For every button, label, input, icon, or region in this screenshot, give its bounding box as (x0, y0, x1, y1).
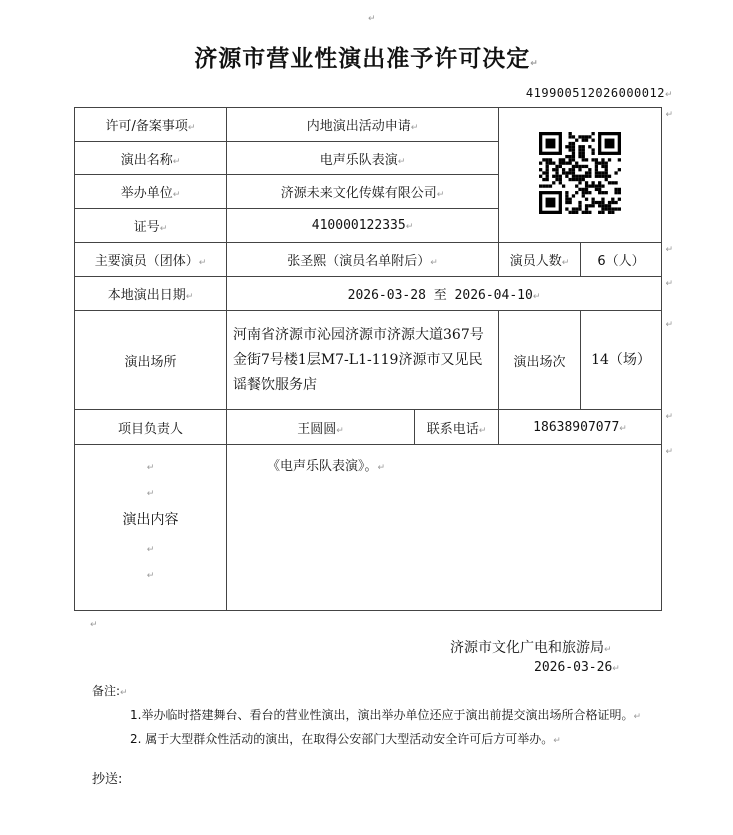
remarks-label: 备注:↵ (92, 684, 128, 698)
license-item-value: 内地演出活动申请↵ (227, 108, 499, 142)
performer-count-label: 演员人数↵ (499, 243, 581, 277)
organizer-label: 举办单位↵ (75, 175, 227, 209)
manager-value: 王圆圆↵ (227, 410, 415, 445)
document-title: 济源市营业性演出准予许可决定↵ (194, 46, 539, 72)
cc-label: 抄送: (92, 772, 123, 787)
qr-code-cell: ↵ (499, 108, 662, 243)
remarks-item-2: 2. 属于大型群众性活动的演出，在取得公安部门大型活动安全许可后方可举办。↵ (130, 732, 561, 746)
cert-no-label: 证号↵ (75, 209, 227, 243)
document-number: 419900512026000012↵ (525, 86, 673, 100)
dates-value: 2026-03-28 至 2026-04-10↵ ↵ (227, 277, 662, 311)
remarks-item-1: 1.举办临时搭建舞台、看台的营业性演出，演出举办单位还应于演出前提交演出场所合格证明。↵ (130, 708, 641, 722)
issue-date: 2026-03-26↵ (534, 660, 620, 675)
sessions-value: 14（场） ↵ (581, 311, 662, 410)
performers-label: 主要演员（团体）↵ (75, 243, 227, 277)
phone-label: 联系电话↵ (415, 410, 499, 445)
cert-no-value: 410000122335↵ (227, 209, 499, 243)
venue-value: 河南省济源市沁园济源市济源大道367号金街7号楼1层M7-L1-119济源市又见民谣餐饮服务店 (227, 311, 499, 410)
remarks (92, 680, 652, 752)
content-value: 《电声乐队表演》。↵ ↵ (227, 445, 662, 611)
license-item-label: 许可/备案事项↵ (75, 108, 227, 142)
show-name-value: 电声乐队表演↵ (227, 142, 499, 175)
paragraph-mark: ↵ (90, 620, 98, 630)
content-label: ↵ ↵ 演出内容 ↵ ↵ (75, 445, 227, 611)
manager-label: 项目负责人 (75, 410, 227, 445)
dates-label: 本地演出日期↵ (75, 277, 227, 311)
issuer-name: 济源市文化广电和旅游局↵ (450, 640, 612, 656)
show-name-label: 演出名称↵ (75, 142, 227, 175)
qr-code-icon (539, 132, 621, 214)
organizer-value: 济源未来文化传媒有限公司↵ (227, 175, 499, 209)
phone-value: 18638907077↵ ↵ (499, 410, 662, 445)
sessions-label: 演出场次 (499, 311, 581, 410)
performer-count-value: 6（人） ↵ (581, 243, 662, 277)
performers-value: 张圣熙（演员名单附后）↵ (227, 243, 499, 277)
venue-label: 演出场所 (75, 311, 227, 410)
paragraph-mark: ↵ (368, 14, 376, 24)
license-table (74, 107, 673, 611)
